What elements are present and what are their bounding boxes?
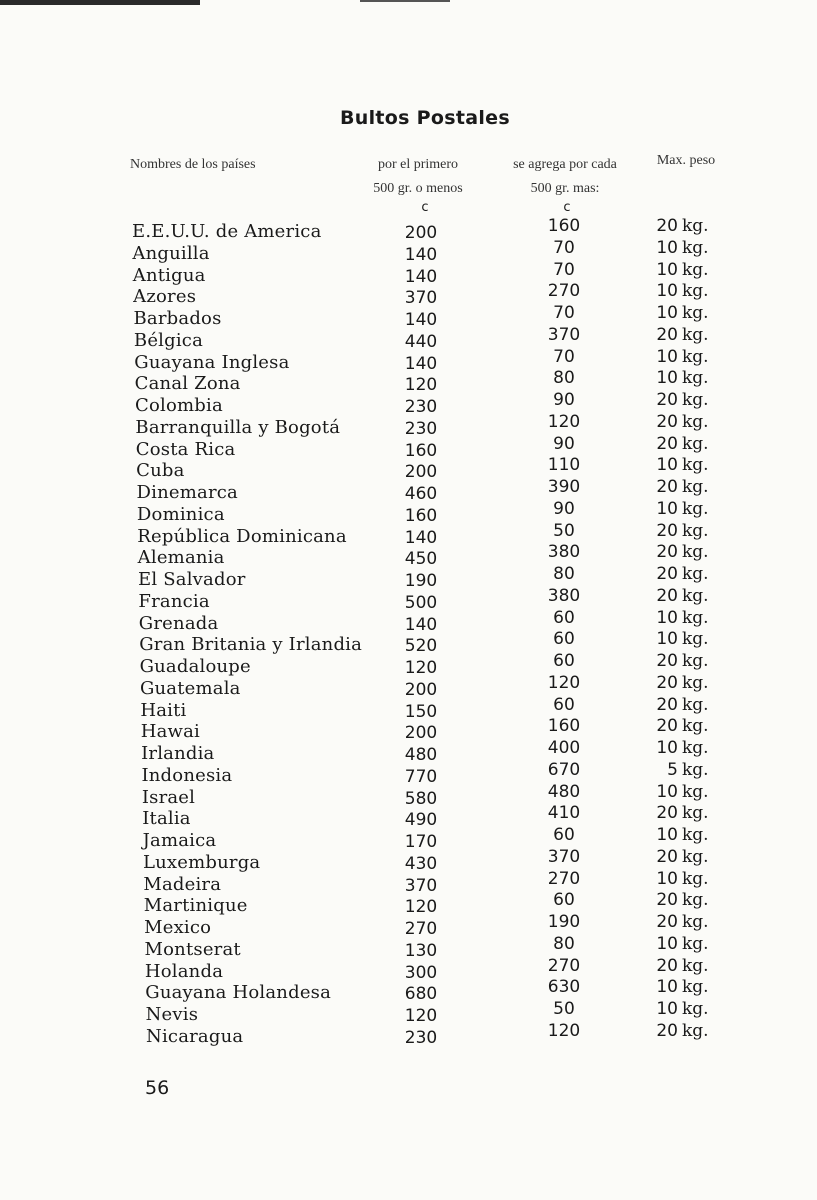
rate-additional-500g: 410 bbox=[547, 803, 581, 824]
max-weight bbox=[648, 455, 722, 475]
max-weight-value: 10 bbox=[656, 303, 678, 323]
header-additional-line-2: 500 gr. mas: bbox=[530, 181, 600, 196]
rate-first-500g: 140 bbox=[404, 310, 438, 330]
rate-additional-500g: 380 bbox=[547, 542, 581, 563]
max-weight-unit: kg. bbox=[682, 237, 709, 258]
max-weight-unit: kg. bbox=[682, 846, 709, 867]
max-weight-unit: kg. bbox=[682, 542, 709, 563]
max-weight-unit: kg. bbox=[682, 346, 709, 367]
currency-label-additional: c bbox=[563, 200, 571, 215]
rate-first-500g: 230 bbox=[404, 1027, 438, 1048]
max-weight-value: 20 bbox=[656, 324, 678, 345]
max-weight bbox=[648, 564, 722, 584]
max-weight bbox=[648, 803, 722, 823]
max-weight-value: 10 bbox=[656, 868, 678, 889]
country-name: El Salvador bbox=[138, 569, 246, 590]
country-name: Nevis bbox=[145, 1004, 199, 1025]
max-weight-value: 20 bbox=[656, 694, 678, 715]
rate-first-500g: 230 bbox=[404, 397, 438, 417]
rate-first-500g: 140 bbox=[404, 527, 438, 548]
country-name: E.E.U.U. de America bbox=[132, 221, 322, 242]
country-name: Jamaica bbox=[142, 830, 217, 851]
rate-additional-500g: 90 bbox=[553, 498, 575, 519]
country-name: Azores bbox=[133, 286, 197, 308]
max-weight-unit: kg. bbox=[682, 803, 709, 824]
rate-additional-500g: 70 bbox=[553, 259, 575, 280]
rate-additional-500g: 270 bbox=[547, 955, 581, 976]
country-name: Holanda bbox=[144, 960, 224, 982]
max-weight-value: 10 bbox=[656, 738, 678, 758]
header-first-line-2: 500 gr. o menos bbox=[373, 181, 463, 196]
max-weight-unit: kg. bbox=[682, 890, 709, 911]
max-weight-value: 20 bbox=[656, 390, 678, 410]
country-name: Guayana Holandesa bbox=[145, 982, 332, 1004]
max-weight-unit: kg. bbox=[682, 716, 709, 737]
max-weight-value: 20 bbox=[656, 433, 678, 454]
max-weight-unit: kg. bbox=[682, 259, 709, 280]
max-weight-value: 20 bbox=[656, 672, 678, 693]
rate-first-500g: 160 bbox=[404, 440, 438, 461]
header-first-line-1: por el primero bbox=[377, 157, 459, 172]
rate-additional-500g: 380 bbox=[547, 585, 581, 606]
max-weight-value: 20 bbox=[656, 477, 678, 497]
max-weight-unit: kg. bbox=[682, 433, 709, 454]
max-weight-value: 10 bbox=[656, 368, 678, 389]
rate-first-500g: 140 bbox=[404, 244, 438, 265]
max-weight-value: 20 bbox=[656, 1020, 678, 1041]
country-name: Francia bbox=[138, 590, 210, 612]
rate-additional-500g: 70 bbox=[553, 237, 575, 258]
max-weight bbox=[648, 347, 722, 367]
country-name: Antigua bbox=[132, 264, 206, 286]
rate-additional-500g: 270 bbox=[547, 868, 581, 889]
country-name: Madeira bbox=[143, 873, 222, 895]
max-weight-value: 20 bbox=[656, 216, 678, 236]
max-weight bbox=[648, 999, 722, 1019]
max-weight-unit: kg. bbox=[682, 498, 709, 519]
rate-first-500g: 140 bbox=[404, 353, 438, 374]
max-weight bbox=[648, 760, 722, 780]
rate-first-500g: 370 bbox=[404, 288, 438, 309]
max-weight-value: 20 bbox=[656, 411, 678, 432]
max-weight bbox=[648, 303, 722, 323]
rate-first-500g: 120 bbox=[404, 658, 438, 678]
max-weight bbox=[648, 368, 722, 388]
rate-additional-500g: 400 bbox=[547, 738, 581, 758]
rate-first-500g: 440 bbox=[404, 331, 438, 352]
max-weight bbox=[648, 825, 722, 845]
max-weight bbox=[648, 434, 722, 454]
max-weight bbox=[648, 977, 722, 997]
max-weight bbox=[648, 325, 722, 345]
rate-first-500g: 120 bbox=[404, 1006, 438, 1026]
country-name: Cuba bbox=[136, 460, 185, 482]
country-name: Nicaragua bbox=[146, 1025, 244, 1047]
rate-additional-500g: 120 bbox=[547, 672, 581, 693]
max-weight bbox=[648, 281, 722, 301]
header-first-500g bbox=[352, 153, 484, 201]
max-weight-value: 10 bbox=[656, 977, 678, 998]
max-weight-value: 5 bbox=[667, 759, 678, 780]
rate-first-500g: 300 bbox=[404, 962, 438, 983]
rate-first-500g: 150 bbox=[404, 701, 438, 722]
rate-first-500g: 200 bbox=[404, 462, 438, 483]
country-name: Bélgica bbox=[133, 329, 204, 351]
max-weight-unit: kg. bbox=[682, 564, 709, 584]
rate-additional-500g: 390 bbox=[547, 477, 581, 497]
max-weight bbox=[648, 390, 722, 410]
rate-first-500g: 580 bbox=[404, 788, 438, 809]
max-weight-value: 10 bbox=[656, 455, 678, 476]
rate-first-500g: 450 bbox=[404, 549, 438, 570]
max-weight bbox=[648, 608, 722, 628]
max-weight bbox=[648, 586, 722, 606]
max-weight-value: 20 bbox=[656, 564, 678, 584]
rate-first-500g: 160 bbox=[404, 505, 438, 526]
rate-additional-500g: 160 bbox=[547, 716, 581, 737]
rate-additional-500g: 70 bbox=[553, 303, 575, 323]
country-name: República Dominicana bbox=[137, 525, 347, 547]
country-name: Dinemarca bbox=[136, 482, 238, 503]
header-additional-500g bbox=[490, 153, 640, 201]
country-name: Barranquilla y Bogotá bbox=[135, 416, 341, 438]
max-weight-unit: kg. bbox=[682, 694, 709, 715]
max-weight-unit: kg. bbox=[682, 411, 709, 432]
rate-additional-500g: 60 bbox=[553, 629, 575, 650]
max-weight bbox=[648, 912, 722, 932]
max-weight bbox=[648, 542, 722, 562]
max-weight-value: 20 bbox=[656, 912, 678, 932]
table-row bbox=[0, 1020, 817, 1048]
rate-additional-500g: 110 bbox=[547, 455, 581, 476]
max-weight-unit: kg. bbox=[682, 629, 709, 650]
rate-additional-500g: 80 bbox=[553, 368, 575, 389]
max-weight-unit: kg. bbox=[682, 607, 709, 628]
max-weight-value: 10 bbox=[656, 281, 678, 302]
rate-first-500g: 200 bbox=[404, 723, 438, 744]
max-weight bbox=[648, 934, 722, 954]
rate-additional-500g: 60 bbox=[553, 825, 575, 845]
max-weight bbox=[648, 499, 722, 519]
max-weight bbox=[648, 477, 722, 497]
rate-additional-500g: 60 bbox=[553, 890, 575, 911]
country-name: Barbados bbox=[133, 308, 222, 329]
max-weight bbox=[648, 956, 722, 976]
rate-additional-500g: 630 bbox=[547, 977, 581, 998]
country-name: Indonesia bbox=[141, 764, 233, 786]
rate-additional-500g: 50 bbox=[553, 999, 575, 1019]
max-weight bbox=[648, 629, 722, 649]
max-weight-unit: kg. bbox=[682, 455, 709, 476]
rate-first-500g: 190 bbox=[404, 571, 438, 591]
country-name: Guayana Inglesa bbox=[134, 351, 290, 373]
country-name: Haiti bbox=[140, 699, 187, 721]
max-weight bbox=[648, 238, 722, 258]
max-weight-value: 20 bbox=[656, 651, 678, 671]
max-weight-unit: kg. bbox=[682, 955, 709, 976]
rate-first-500g: 120 bbox=[404, 897, 438, 918]
rate-additional-500g: 80 bbox=[553, 933, 575, 954]
page-title: Bultos Postales bbox=[340, 107, 510, 129]
max-weight bbox=[648, 673, 722, 693]
rate-first-500g: 770 bbox=[404, 766, 438, 787]
country-name: Gran Britania y Irlandia bbox=[139, 634, 363, 656]
country-name: Hawai bbox=[140, 721, 201, 743]
rate-first-500g: 490 bbox=[404, 810, 438, 831]
country-name: Montserat bbox=[144, 938, 241, 960]
rate-additional-500g: 160 bbox=[547, 216, 581, 236]
max-weight bbox=[648, 1021, 722, 1041]
rate-first-500g: 370 bbox=[404, 875, 438, 896]
max-weight-value: 10 bbox=[656, 237, 678, 258]
max-weight-value: 20 bbox=[656, 520, 678, 541]
max-weight bbox=[648, 738, 722, 758]
rate-additional-500g: 120 bbox=[547, 1020, 581, 1041]
max-weight-value: 10 bbox=[656, 825, 678, 845]
max-weight-value: 20 bbox=[656, 803, 678, 824]
country-name: Dominica bbox=[136, 503, 225, 525]
country-name: Anguilla bbox=[132, 242, 210, 264]
max-weight-unit: kg. bbox=[682, 912, 709, 932]
max-weight-value: 10 bbox=[656, 259, 678, 280]
max-weight-unit: kg. bbox=[682, 368, 709, 389]
country-name: Guadaloupe bbox=[139, 656, 251, 677]
max-weight-unit: kg. bbox=[682, 390, 709, 410]
max-weight-unit: kg. bbox=[682, 477, 709, 497]
rate-first-500g: 130 bbox=[404, 940, 438, 961]
rate-first-500g: 680 bbox=[404, 984, 438, 1005]
rate-additional-500g: 270 bbox=[547, 281, 581, 302]
max-weight-value: 20 bbox=[656, 585, 678, 606]
max-weight-unit: kg. bbox=[682, 281, 709, 302]
max-weight bbox=[648, 216, 722, 236]
rate-additional-500g: 50 bbox=[553, 520, 575, 541]
country-name: Martinique bbox=[143, 895, 248, 917]
rate-first-500g: 520 bbox=[404, 636, 438, 657]
country-name: Mexico bbox=[144, 917, 212, 938]
rate-first-500g: 500 bbox=[404, 592, 438, 613]
rate-first-500g: 140 bbox=[404, 266, 438, 287]
currency-label-first: c bbox=[421, 200, 429, 215]
country-name: Israel bbox=[141, 786, 196, 808]
rate-additional-500g: 60 bbox=[553, 694, 575, 715]
country-name: Alemania bbox=[137, 547, 225, 569]
country-name: Colombia bbox=[135, 395, 223, 416]
max-weight-value: 10 bbox=[656, 346, 678, 367]
max-weight-unit: kg. bbox=[682, 999, 709, 1019]
max-weight-unit: kg. bbox=[682, 759, 709, 780]
rate-additional-500g: 120 bbox=[547, 411, 581, 432]
header-max-weight: Max. peso bbox=[656, 153, 716, 168]
max-weight-value: 20 bbox=[656, 542, 678, 563]
max-weight bbox=[648, 847, 722, 867]
max-weight-unit: kg. bbox=[682, 216, 709, 236]
rate-first-500g: 200 bbox=[404, 679, 438, 700]
max-weight-unit: kg. bbox=[682, 933, 709, 954]
max-weight bbox=[648, 651, 722, 671]
rate-additional-500g: 90 bbox=[553, 433, 575, 454]
max-weight-unit: kg. bbox=[682, 651, 709, 671]
rate-additional-500g: 80 bbox=[553, 564, 575, 584]
max-weight-value: 10 bbox=[656, 781, 678, 802]
max-weight bbox=[648, 869, 722, 889]
max-weight-unit: kg. bbox=[682, 585, 709, 606]
max-weight-value: 20 bbox=[656, 890, 678, 911]
max-weight-value: 10 bbox=[656, 629, 678, 650]
country-name: Canal Zona bbox=[134, 373, 241, 395]
max-weight-unit: kg. bbox=[682, 868, 709, 889]
page-number: 56 bbox=[145, 1077, 170, 1099]
rate-first-500g: 170 bbox=[404, 832, 438, 852]
country-name: Costa Rica bbox=[135, 438, 236, 460]
rate-additional-500g: 370 bbox=[547, 846, 581, 867]
max-weight bbox=[648, 695, 722, 715]
country-name: Luxemburga bbox=[142, 851, 261, 873]
max-weight-value: 10 bbox=[656, 999, 678, 1019]
rate-first-500g: 200 bbox=[404, 223, 438, 243]
max-weight bbox=[648, 521, 722, 541]
max-weight-value: 10 bbox=[656, 933, 678, 954]
country-name: Grenada bbox=[138, 612, 219, 634]
max-weight-unit: kg. bbox=[682, 825, 709, 845]
rate-first-500g: 230 bbox=[404, 418, 438, 439]
rate-additional-500g: 90 bbox=[553, 390, 575, 410]
rate-additional-500g: 190 bbox=[547, 912, 581, 932]
country-name: Irlandia bbox=[141, 743, 215, 764]
country-name: Italia bbox=[142, 808, 191, 830]
max-weight-unit: kg. bbox=[682, 977, 709, 998]
rate-additional-500g: 480 bbox=[547, 781, 581, 802]
country-name: Guatemala bbox=[139, 677, 241, 699]
rate-first-500g: 430 bbox=[404, 853, 438, 874]
max-weight-unit: kg. bbox=[682, 324, 709, 345]
max-weight-value: 10 bbox=[656, 607, 678, 628]
max-weight-value: 10 bbox=[656, 498, 678, 519]
max-weight-unit: kg. bbox=[682, 520, 709, 541]
max-weight bbox=[648, 716, 722, 736]
max-weight-value: 20 bbox=[656, 955, 678, 976]
max-weight bbox=[648, 412, 722, 432]
header-country: Nombres de los países bbox=[130, 157, 256, 172]
rate-first-500g: 120 bbox=[404, 375, 438, 396]
rate-first-500g: 270 bbox=[404, 919, 438, 939]
rate-additional-500g: 370 bbox=[547, 324, 581, 345]
rate-additional-500g: 70 bbox=[553, 346, 575, 367]
rate-additional-500g: 670 bbox=[547, 759, 581, 780]
max-weight-unit: kg. bbox=[682, 303, 709, 323]
header-additional-line-1: se agrega por cada bbox=[513, 157, 617, 172]
max-weight-value: 20 bbox=[656, 716, 678, 737]
rate-additional-500g: 60 bbox=[553, 607, 575, 628]
max-weight bbox=[648, 890, 722, 910]
rate-additional-500g: 60 bbox=[553, 651, 575, 671]
max-weight bbox=[648, 260, 722, 280]
page-edge-mark bbox=[0, 0, 200, 5]
rate-first-500g: 460 bbox=[404, 484, 438, 504]
max-weight-unit: kg. bbox=[682, 672, 709, 693]
max-weight-value: 20 bbox=[656, 846, 678, 867]
rate-first-500g: 480 bbox=[404, 745, 438, 765]
max-weight-unit: kg. bbox=[682, 1020, 709, 1041]
max-weight-unit: kg. bbox=[682, 738, 709, 758]
max-weight bbox=[648, 782, 722, 802]
page-edge-mark-2 bbox=[360, 0, 450, 2]
rate-first-500g: 140 bbox=[404, 614, 438, 635]
max-weight-unit: kg. bbox=[682, 781, 709, 802]
